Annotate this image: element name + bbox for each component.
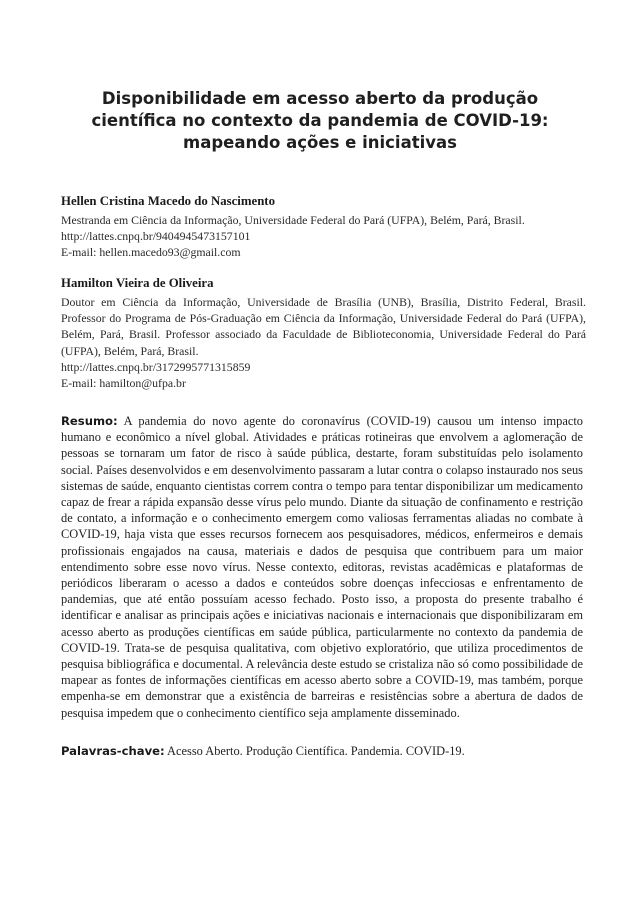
author-name: Hamilton Vieira de Oliveira [61, 276, 214, 290]
author-lattes-link[interactable]: http://lattes.cnpq.br/3172995771315859 [61, 359, 251, 374]
author-affiliation: Doutor em Ciência da Informação, Universidade de Brasília (UNB), Brasília, Distrito Federal, Brasil. Professor do Programa de Pós-Graduação em Ciência da Informação, Universidade Federal do Pará (UFPA), Belém, Pará, Brasil. Professor associado da Faculdade de Biblioteconomia, Universidade Federal do Pará (UFPA), Belém, Pará, Brasil. [61, 295, 586, 358]
author-affiliation: Mestranda em Ciência da Informação, Universidade Federal do Pará (UFPA), Belém, Pará, Brasil. [61, 213, 525, 227]
keywords-label: Palavras-chave: [61, 744, 165, 758]
author-name: Hellen Cristina Macedo do Nascimento [61, 194, 275, 208]
keywords-text: Acesso Aberto. Produção Científica. Pandemia. COVID-19. [167, 744, 465, 758]
author-email: E-mail: hellen.macedo93@gmail.com [61, 245, 241, 260]
keywords [61, 743, 583, 759]
abstract [61, 413, 583, 721]
author-email: E-mail: hamilton@ufpa.br [61, 376, 186, 391]
paper-title: Disponibilidade em acesso aberto da produção científica no contexto da pandemia de COVID-19: mapeando ações e iniciativas [91, 89, 549, 152]
author-block-2 [61, 274, 586, 391]
abstract-text: A pandemia do novo agente do coronavírus (COVID-19) causou um intenso impacto humano e econômico a nível global. Atividades e práticas rotineiras que envolvem a aglomeração de pessoas se tornaram um fator de risco à saúde pública, destarte, foram substituídas pelo isolamento social. Países desenvolvidos e em desenvolvimento passaram a lutar contra o colapso instaurado nos seus sistemas de saúde, enquanto cientistas correm contra o tempo para tentar disponibilizar um medicamento capaz de frear a rápida expansão desse vírus pelo mundo. Diante da situação de confinamento e restrição de contato, a informação e o conhecimento emergem como valiosas ferramentas aliadas no combate à COVID-19, haja vista que esses recursos fornecem aos pesquisadores, médicos, enfermeiros e demais profissionais engajados na causa, materiais e dados de pesquisa que contribuem para um maior entendimento sobre esse novo vírus. Nesse contexto, editoras, revistas acadêmicas e plataformas de periódicos liberaram o acesso a dados e conteúdos sobre doenças infecciosas e enfrentamento de pandemias, que até então possuíam acesso fechado. Posto isso, a proposta do presente trabalho é identificar e analisar as principais ações e iniciativas nacionais e internacionais que disponibilizaram em acesso aberto as produções científicas em saúde pública, particularmente no contexto da pandemia de COVID-19. Trata-se de pesquisa qualitativa, com objetivo exploratório, que utiliza procedimentos de pesquisa bibliográfica e documental. A relevância deste estudo se cristaliza não só como possibilidade de mapear as fontes de informações científicas em acesso aberto sobre a COVID-19, mas também, porque empenha-se em demonstrar que a existência de barreiras e resistências sobre a abertura de dados de pesquisa impedem que o conhecimento científico seja amplamente disseminado. [61, 414, 584, 720]
author-block-1 [61, 192, 586, 261]
abstract-label: Resumo: [61, 414, 118, 428]
author-lattes-link[interactable]: http://lattes.cnpq.br/9404945473157101 [61, 229, 251, 244]
